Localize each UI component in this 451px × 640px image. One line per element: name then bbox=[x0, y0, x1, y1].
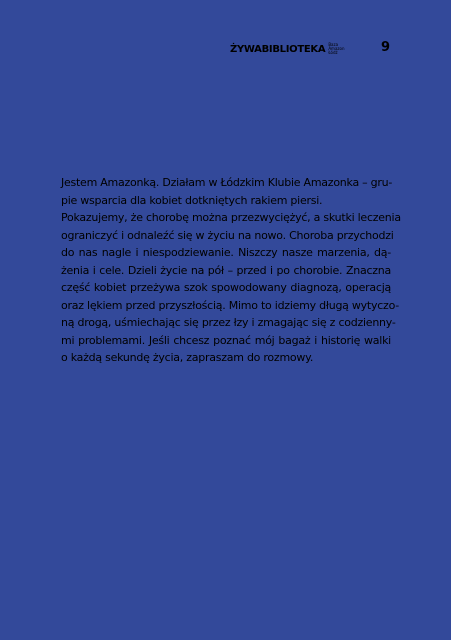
logo-side-text bbox=[328, 43, 344, 55]
logo-wordmark: ŻYWABIBLIOTEKA bbox=[230, 43, 326, 55]
page-number: 9 bbox=[380, 40, 390, 55]
logo-side-line: Amazon bbox=[328, 46, 345, 51]
body-line: część kobiet przeżywa szok spowodowany diagnozą, operacją bbox=[61, 281, 391, 294]
body-line: do nas nagle i niespodziewanie. Niszczy nasze marzenia, dą- bbox=[61, 246, 391, 259]
logo-side-line: Łódź bbox=[328, 50, 338, 55]
body-line: mi problemami. Jeśli chcesz poznać mój bagaż i historię walki bbox=[61, 333, 391, 347]
body-line: ną drogą, uśmiechając się przez łzy i zmagając się z codzienny- bbox=[61, 316, 396, 329]
body-line: ograniczyć i odnaleźć się w życiu na nowo. Choroba przychodzi bbox=[61, 228, 394, 242]
zywa-biblioteka-logo bbox=[230, 43, 344, 55]
body-line: Pokazujemy, że chorobę można przezwyciężyć, a skutki leczenia bbox=[61, 211, 401, 224]
body-line: pie wsparcia dla kobiet dotkniętych rakiem piersi. bbox=[61, 193, 323, 207]
body-line: o każdą sekundę życia, zapraszam do rozmowy. bbox=[61, 351, 314, 364]
body-line: Jestem Amazonką. Działam w Łódzkim Klubie Amazonka – gru- bbox=[61, 176, 393, 189]
logo-side-line: Baza bbox=[328, 42, 339, 47]
body-line: oraz lękiem przed przyszłością. Mimo to idziemy długą wytyczo- bbox=[61, 298, 399, 312]
page-header bbox=[230, 38, 390, 60]
body-line: żenia i cele. Dzieli życie na pół – przed i po chorobie. Znaczna bbox=[61, 263, 391, 277]
body-paragraph bbox=[61, 174, 401, 367]
